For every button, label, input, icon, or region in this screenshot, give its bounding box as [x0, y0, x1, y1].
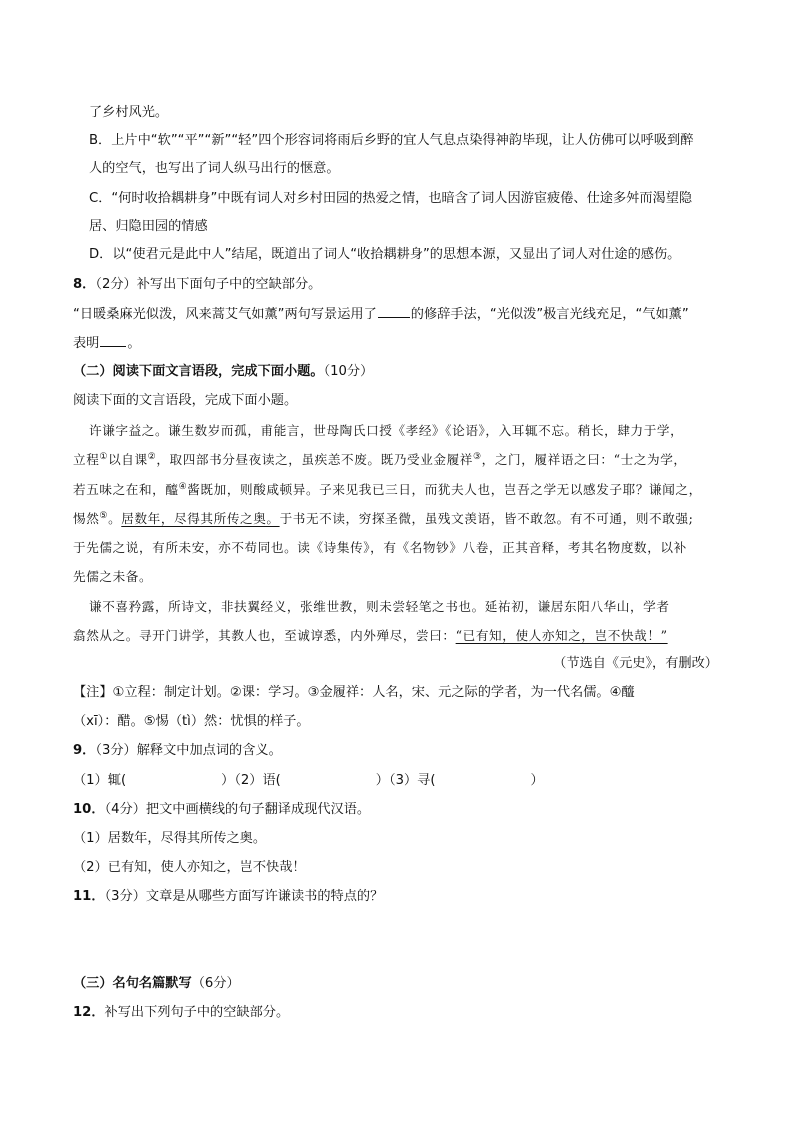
q8-text-part1: “日暖桑麻光似泼，风来蒿艾气如薰”两句写景运用了: [73, 307, 377, 322]
footnote-marker-3: ③: [472, 451, 482, 462]
q7-option-c-line1: C．“何时收拾耦耕身”中既有词人对乡村田园的热爱之情，也暗含了词人因游宦疲倦、仕途多舛而渴望隐: [89, 191, 693, 206]
footnote-marker-5: ⑤: [99, 510, 109, 521]
passage-source: （节选自《元史》，有删改）: [553, 656, 718, 671]
q9-item-3: ）（3）寻(: [375, 773, 436, 788]
q11-number: 11．: [73, 889, 105, 904]
section2-instruction: 阅读下面的文言语段，完成下面小题。: [73, 393, 298, 408]
q8-number: 8．: [73, 277, 96, 292]
q8-blank-2[interactable]: [100, 334, 126, 347]
q7-option-c-line2: 居、归隐田园的情感: [89, 219, 208, 234]
section2-title: [73, 363, 373, 381]
q11-score: （3分）: [104, 889, 146, 904]
q11-header: [73, 888, 383, 906]
passage-line-8: [73, 627, 668, 645]
q7-option-b-line1: B．上片中“软”“平”“新”“轻”四个形容词将雨后乡野的宜人气息点染得神韵毕现，让人仿佛可以呼吸到醉: [89, 133, 694, 148]
q7-option-d: D．以“使君元是此中人”结尾，既道出了词人“收拾耦耕身”的思想本源，又显出了词人对仕途的感伤。: [89, 247, 681, 262]
q8-text-part3: 表明: [73, 336, 100, 351]
q8-blank-1[interactable]: [378, 305, 410, 318]
q12-stem: 补写出下列句子中的空缺部分。: [104, 1005, 290, 1020]
passage-line-4: [73, 510, 693, 528]
q9-item-2: ）（2）语(: [221, 773, 281, 788]
passage-text: ，之门，履祥语之曰：“士之为学，: [481, 452, 687, 467]
q8-score: （2分）: [95, 277, 137, 292]
q8-header: [73, 276, 321, 294]
q12-header: [73, 1004, 289, 1022]
section2-title-text: （二）阅读下面文言语段，完成下面小题。: [73, 364, 324, 379]
passage-text: 翕然从之。寻开门讲学，其教人也，至诚谆悉，内外殚尽，尝曰：: [73, 628, 456, 643]
q8-sentence-line1: [73, 305, 689, 324]
passage-line-1: 许谦字益之。谦生数岁而孤，甫能言，世母陶氏口授《孝经》《论语》，入耳辄不忘。稍长，肆力于学，: [89, 423, 684, 438]
section2-score: （10分）: [323, 364, 374, 379]
passage-text: 于书无不读，穷探圣微，虽残文羡语，皆不敢忽。有不可通，则不敢强;: [279, 511, 694, 526]
q9-score: （3分）: [95, 743, 137, 758]
q8-stem: 补写出下面句子中的空缺部分。: [136, 277, 322, 292]
notes-line-1: 【注】①立程：制定计划。②课：学习。③金履祥：人名，宋、元之际的学者，为一代名儒。④醯: [73, 685, 635, 700]
q8-text-part2: 的修辞手法，“光似泼”极言光线充足，“气如薰”: [410, 307, 689, 322]
q7-option-b-line2: 人的空气，也写出了词人纵马出行的惬意。: [89, 161, 340, 176]
q10-sentence-2: （2）已有知，使人亦知之，岂不快哉！: [73, 860, 306, 875]
section3-title-text: （三）名句名篇默写: [73, 976, 192, 991]
q11-stem: 文章是从哪些方面写许谦读书的特点的？: [145, 889, 384, 904]
passage-text: 以自课: [108, 452, 148, 467]
q9-stem: 解释文中加点词的含义。: [136, 743, 282, 758]
passage-text: 若五味之在和，醯: [73, 482, 179, 497]
section3-score: （6分）: [191, 976, 240, 991]
underlined-sentence-2: “已有知，使人亦知之，岂不快哉！”: [455, 628, 668, 643]
q10-stem: 把文中画横线的句子翻译成现代汉语。: [145, 802, 371, 817]
passage-line-7: 谦不喜矜露，所诗文，非扶翼经义，张维世教，则未尝轻笔之书也。延祐初，谦居东阳八华山，学者: [89, 599, 670, 614]
q12-number: 12．: [73, 1005, 105, 1020]
passage-text: 立程: [73, 452, 100, 467]
section3-title: [73, 975, 240, 993]
q10-number: 10．: [73, 802, 105, 817]
q9-number: 9．: [73, 743, 96, 758]
q8-text-part4: 。: [127, 336, 141, 351]
passage-line-3: [73, 481, 702, 499]
passage-line-6: 先儒之未备。: [73, 569, 153, 584]
q10-score: （4分）: [104, 802, 146, 817]
q10-sentence-1: （1）居数年，尽得其所传之奥。: [73, 831, 267, 846]
q7-option-a-tail: 了乡村风光。: [89, 105, 169, 120]
passage-text: ，取四部书分昼夜读之，虽疾恙不废。既乃受业金履祥: [156, 452, 473, 467]
q10-header: [73, 801, 370, 819]
footnote-marker-2: ②: [147, 451, 157, 462]
q9-item-1: （1）辄(: [73, 773, 127, 788]
q8-sentence-line2: [73, 334, 141, 353]
passage-line-2: [73, 451, 687, 469]
passage-text: 酱既加，则酸咸顿异。子来见我已三日，而犹夫人也，岂吾之学无以感发子耶？谦闻之，: [187, 482, 702, 497]
footnote-marker-1: ①: [99, 451, 109, 462]
passage-text: 。: [108, 511, 122, 526]
q9-header: [73, 742, 282, 760]
q9-items: [73, 772, 544, 790]
passage-text: 惕然: [73, 511, 100, 526]
passage-line-5: 于先儒之说，有所未安，亦不苟同也。读《诗集传》，有《名物钞》八卷，正其音释，考其名物度数，以补: [73, 540, 687, 555]
notes-line-2: （xī）：醋。⑤惕（tì）然：忧惧的样子。: [73, 714, 310, 729]
underlined-sentence-1: 居数年，尽得其所传之奥。: [121, 511, 280, 526]
q9-close-paren: ）: [530, 773, 544, 788]
footnote-marker-4: ④: [178, 481, 188, 492]
